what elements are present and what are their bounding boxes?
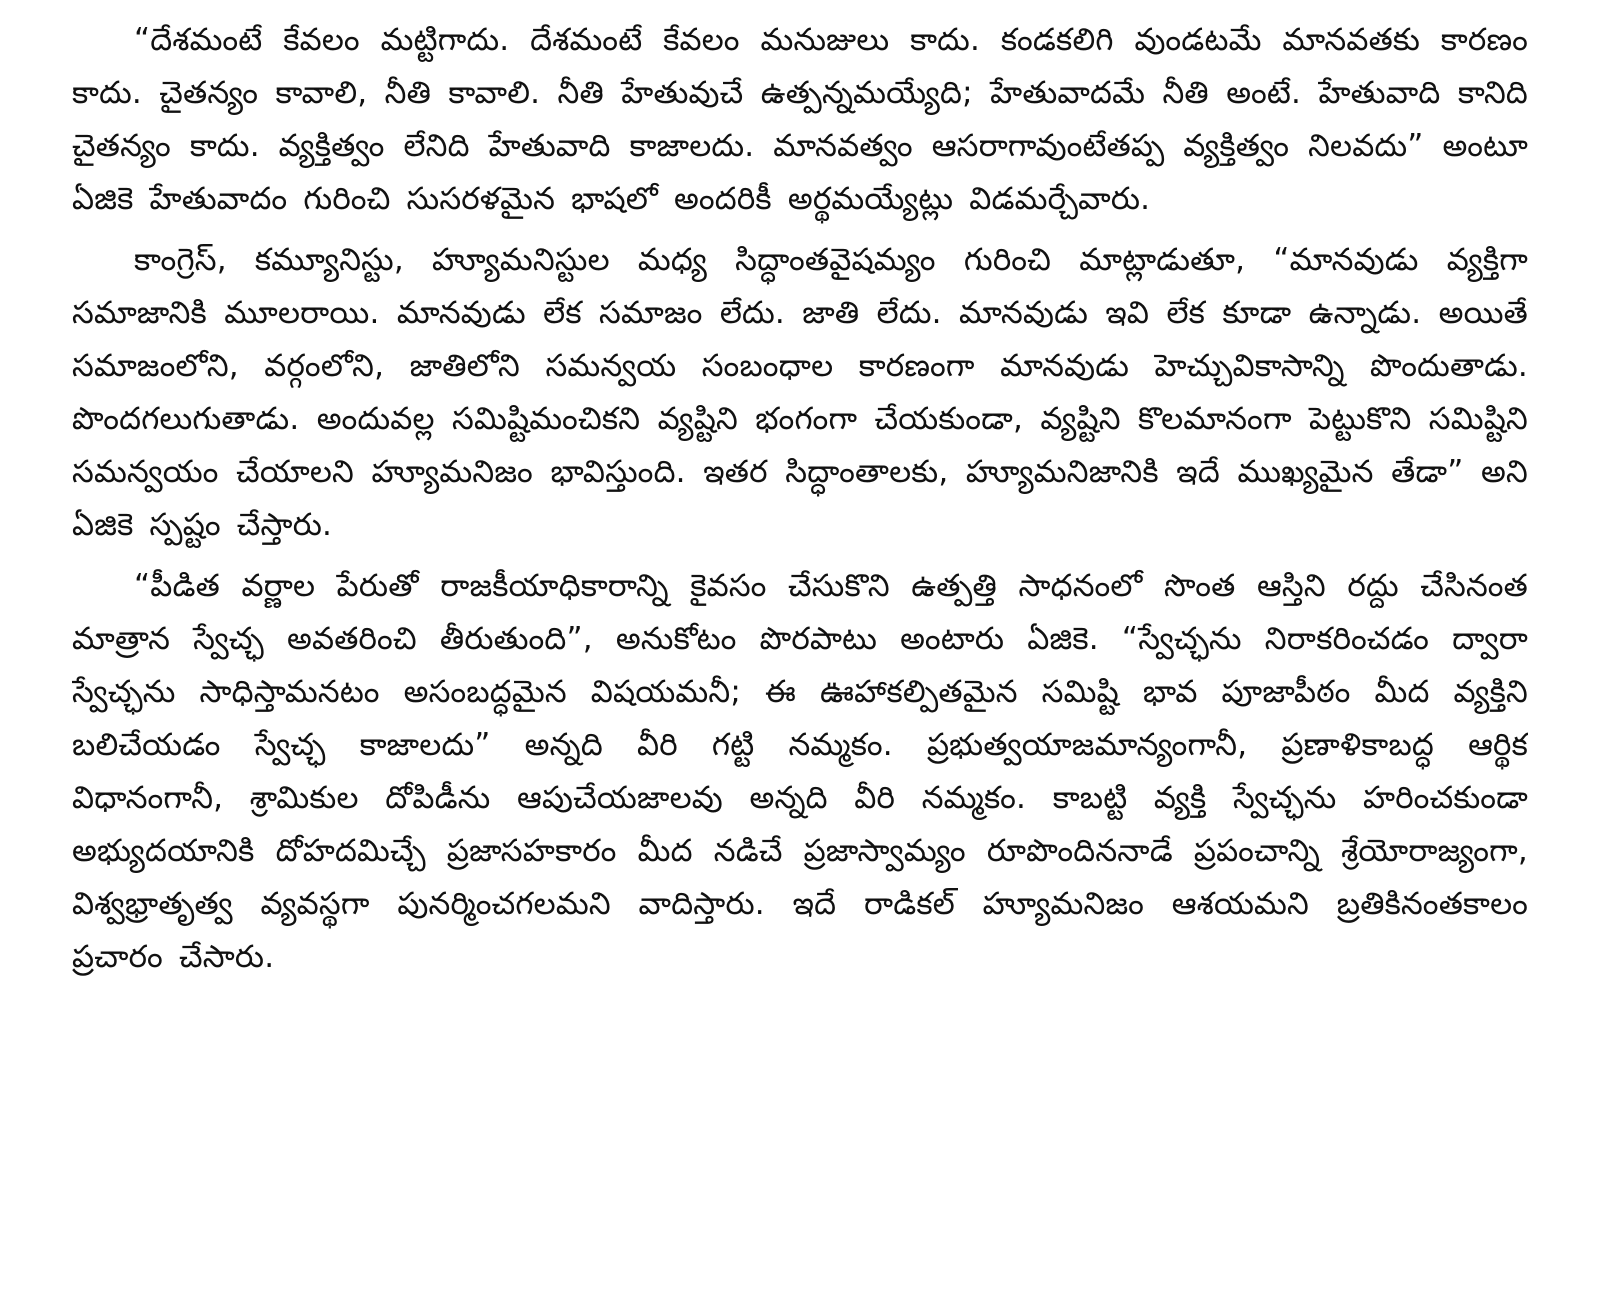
paragraph-3: “పీడిత వర్ణాల పేరుతో రాజకీయాధికారాన్ని కైవసం చేసుకొని ఉత్పత్తి సాధనంలో సొంత ఆస్తిని రద్దు చేసినంత మాత్రాన స్వేచ్ఛ అవతరించి తీరుతుంది”, అనుకోటం పొరపాటు అంటారు ఏజికె. “స్వేచ్ఛను నిరాకరించడం ద్వారా స్వేచ్ఛను సాధిస్తామనటం అసంబద్ధమైన విషయమనీ; ఈ ఊహాకల్పితమైన సమిష్టి భావ పూజాపీఠం మీద వ్యక్తిని బలిచేయడం స్వేచ్ఛ కాజాలదు” అన్నది వీరి గట్టి నమ్మకం. ప్రభుత్వయాజమాన్యంగానీ, ప్రణాళికాబద్ధ ఆర్థిక విధానంగానీ, శ్రామికుల దోపిడీను ఆపుచేయజాలవు అన్నది వీరి నమ్మకం. కాబట్టి వ్యక్తి స్వేచ్ఛను హరించకుండా అభ్యుదయానికి దోహదమిచ్చే ప్రజాసహకారం మీద నడిచే ప్రజాస్వామ్యం రూపొందిననాడే ప్రపంచాన్ని శ్రేయోరాజ్యంగా, విశ్వభ్రాతృత్వ వ్యవస్థగా పునర్మించగలమని వాదిస్తారు. ఇదే రాడికల్ హ్యూమనిజం ఆశయమని బ్రతికినంతకాలం ప్రచారం చేసారు.	[72, 568, 1528, 975]
paragraph-1: “దేశమంటే కేవలం మట్టిగాదు. దేశమంటే కేవలం మనుజులు కాదు. కండకలిగి వుండటమే మానవతకు కారణం కాదు. చైతన్యం కావాలి, నీతి కావాలి. నీతి హేతువుచే ఉత్పన్నమయ్యేది; హేతువాదమే నీతి అంటే. హేతువాది కానిది చైతన్యం కాదు. వ్యక్తిత్వం లేనిది హేతువాది కాజాలదు. మానవత్వం ఆసరాగావుంటేతప్ప వ్యక్తిత్వం నిలవదు” అంటూ ఏజికె హేతువాదం గురించి సుసరళమైన భాషలో అందరికీ అర్థమయ్యేట్లు విడమర్చేవారు.	[72, 22, 1528, 217]
document-page	[72, 14, 1528, 1284]
paragraph-2: కాంగ్రెస్, కమ్యూనిస్టు, హ్యూమనిస్టుల మధ్య సిద్ధాంతవైషమ్యం గురించి మాట్లాడుతూ, “మానవుడు వ్యక్తిగా సమాజానికి మూలరాయి. మానవుడు లేక సమాజం లేదు. జాతి లేదు. మానవుడు ఇవి లేక కూడా ఉన్నాడు. అయితే సమాజంలోని, వర్గంలోని, జాతిలోని సమన్వయ సంబంధాల కారణంగా మానవుడు హెచ్చువికాసాన్ని పొందుతాడు. పొందగలుగుతాడు. అందువల్ల సమిష్టిమంచికని వ్యష్టిని భంగంగా చేయకుండా, వ్యష్టిని కొలమానంగా పెట్టుకొని సమిష్టిని సమన్వయం చేయాలని హ్యూమనిజం భావిస్తుంది. ఇతర సిద్ధాంతాలకు, హ్యూమనిజానికి ఇదే ముఖ్యమైన తేడా” అని ఏజికె స్పష్టం చేస్తారు.	[72, 242, 1528, 543]
